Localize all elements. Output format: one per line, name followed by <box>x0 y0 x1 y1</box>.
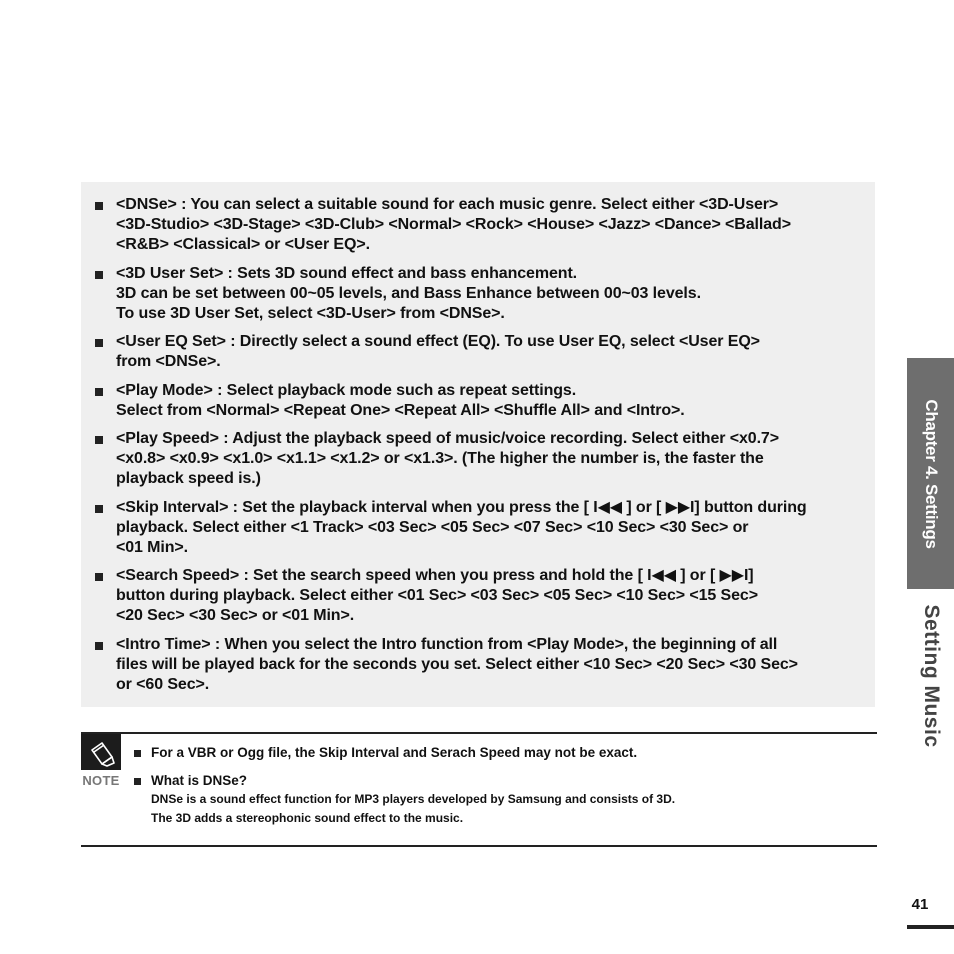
note-item-title: What is DNSe? <box>151 773 248 788</box>
bullet-line: <3D-Studio> <3D-Stage> <3D-Club> <Normal> <Rock> <House> <Jazz> <Dance> <Ballad> <box>116 216 791 233</box>
bullet-square-icon <box>95 339 103 347</box>
bullet-3d-user-set <box>95 264 870 324</box>
bullet-line: <01 Min>. <box>116 538 189 556</box>
bullet-play-mode <box>95 381 870 421</box>
bullet-line: <x0.8> <x0.9> <x1.0> <x1.1> <x1.2> or <x1.3>. (The higher the number is, the faster the <box>116 450 764 467</box>
bullet-line: button during playback. Select either <01 Sec> <03 Sec> <05 Sec> <10 Sec> <15 Sec> <box>116 587 758 604</box>
chapter-tab <box>907 358 954 589</box>
bullet-line: To use 3D User Set, select <3D-User> from <DNSe>. <box>116 304 505 322</box>
bullet-square-icon <box>95 271 103 279</box>
bullet-line: files will be played back for the seconds you set. Select either <10 Sec> <20 Sec> <30 Sec> <box>116 655 798 673</box>
section-title <box>907 596 954 756</box>
bullet-line: <R&B> <Classical> or <User EQ>. <box>116 236 370 253</box>
bullet-search-speed <box>95 566 870 626</box>
bullet-line: playback. Select either <1 Track> <03 Sec> <05 Sec> <07 Sec> <10 Sec> <30 Sec> or <box>116 518 749 536</box>
chapter-tab-label: Chapter 4. Settings <box>921 398 941 549</box>
note-bottom-divider <box>81 845 877 847</box>
bullet-line: <3D User Set> : Sets 3D sound effect and bass enhancement. <box>116 264 578 282</box>
bullet-square-icon <box>95 388 103 396</box>
bullet-intro-time <box>95 635 870 695</box>
bullet-line: <20 Sec> <30 Sec> or <01 Min>. <box>116 607 355 624</box>
bullet-line: <DNSe> : You can select a suitable sound for each music genre. Select either <3D-User> <box>116 196 779 213</box>
page-number: 41 <box>911 896 929 913</box>
bullet-square-icon <box>95 505 103 513</box>
note-label: NOTE <box>82 773 120 788</box>
note-detail-line: DNSe is a sound effect function for MP3 players developed by Samsung and consists of 3D. <box>151 792 676 806</box>
bullet-square-icon <box>95 436 103 444</box>
bullet-line: from <DNSe>. <box>116 353 221 370</box>
note-top-divider <box>81 732 877 734</box>
bullet-square-icon <box>95 642 103 650</box>
note-item-vbr <box>134 744 874 762</box>
bullet-line: <Intro Time> : When you select the Intro function from <Play Mode>, the beginning of all <box>116 635 778 653</box>
note-item-dnse <box>134 772 874 828</box>
bullet-skip-interval <box>95 498 870 558</box>
bullet-line: playback speed is.) <box>116 470 261 487</box>
bullet-square-icon <box>95 202 103 210</box>
bullet-line: <Skip Interval> : Set the playback interval when you press the [ I◀◀ ] or [ ▶▶I] button during <box>116 498 807 516</box>
bullet-square-icon <box>134 778 141 785</box>
note-detail-line: The 3D adds a stereophonic sound effect to the music. <box>151 811 464 825</box>
settings-bullet-list <box>95 195 870 703</box>
bullet-line: <User EQ Set> : Directly select a sound effect (EQ). To use User EQ, select <User EQ> <box>116 333 760 350</box>
note-item-title: For a VBR or Ogg file, the Skip Interval and Serach Speed may not be exact. <box>151 745 638 760</box>
pencil-icon <box>81 734 121 770</box>
bullet-line: <Play Speed> : Adjust the playback speed of music/voice recording. Select either <x0.7> <box>116 430 779 447</box>
bullet-dnse <box>95 195 870 255</box>
bullet-line: Select from <Normal> <Repeat One> <Repeat All> <Shuffle All> and <Intro>. <box>116 401 685 419</box>
bullet-user-eq-set <box>95 332 870 372</box>
bullet-play-speed <box>95 429 870 489</box>
bullet-square-icon <box>134 750 141 757</box>
bullet-line: or <60 Sec>. <box>116 675 210 693</box>
bullet-line: <Search Speed> : Set the search speed when you press and hold the [ I◀◀ ] or [ ▶▶I] <box>116 567 754 584</box>
bullet-line: <Play Mode> : Select playback mode such as repeat settings. <box>116 381 577 399</box>
note-list <box>134 744 874 828</box>
section-title-label: Setting Music <box>919 604 943 748</box>
page-number-underline <box>907 925 954 929</box>
bullet-line: 3D can be set between 00~05 levels, and Bass Enhance between 00~03 levels. <box>116 284 701 302</box>
bullet-square-icon <box>95 573 103 581</box>
